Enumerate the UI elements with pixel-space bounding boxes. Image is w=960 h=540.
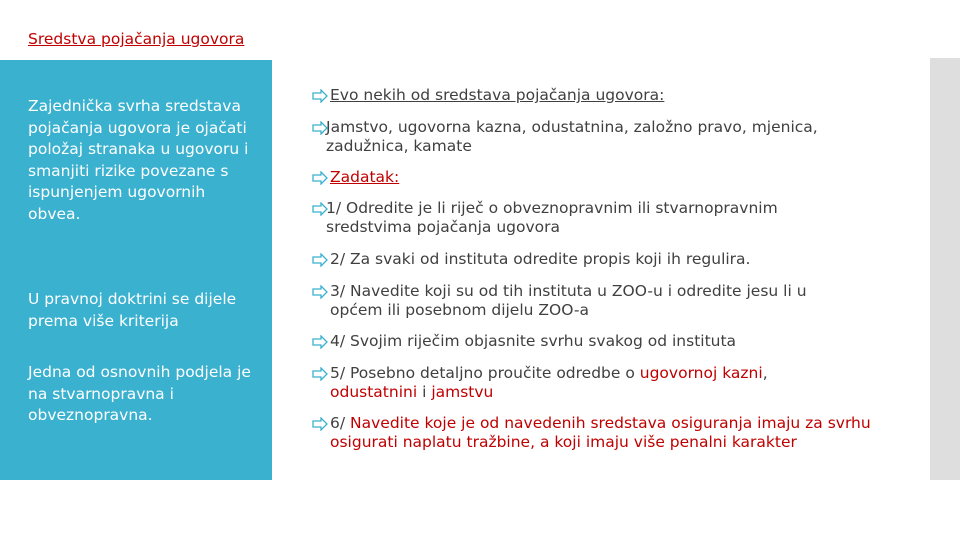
arrow-right-icon bbox=[312, 417, 328, 436]
text-run: 5/ Posebno detaljno proučite odredbe o bbox=[330, 364, 640, 382]
right-decor-bar bbox=[930, 58, 960, 480]
list-item bbox=[312, 168, 912, 187]
bullet-text: 4/ Svojim riječim objasnite svrhu svakog od instituta bbox=[330, 332, 737, 350]
bullet-text: 1/ Odredite je li riječ o obveznopravnim ili stvarnopravnim sredstvima pojačanja ugovora bbox=[326, 199, 778, 236]
list-item bbox=[312, 199, 912, 237]
sidebar-paragraph: Jedna od osnovnih podjela je na stvarnopravna i obveznopravna. bbox=[28, 363, 251, 424]
bullet-text: Jamstvo, ugovorna kazna, odustatnina, založno pravo, mjenica, zadužnica, kamate bbox=[326, 118, 818, 155]
arrow-right-icon bbox=[312, 285, 328, 304]
arrow-right-icon bbox=[312, 202, 328, 221]
list-item bbox=[312, 414, 912, 452]
highlight-text: jamstvu bbox=[431, 383, 494, 401]
slide-title: Sredstva pojačanja ugovora bbox=[28, 30, 245, 48]
arrow-right-icon bbox=[312, 367, 328, 386]
arrow-right-icon bbox=[312, 121, 328, 140]
arrow-right-icon bbox=[312, 335, 328, 354]
sidebar-paragraph: Zajednička svrha sredstava pojačanja ugovora je ojačati položaj stranaka u ugovoru i smanjiti rizike povezane s ispunjenjem ugovornih obvea. bbox=[28, 97, 249, 223]
highlight-text: odustatnini bbox=[330, 383, 418, 401]
list-item bbox=[312, 86, 912, 105]
list-item bbox=[312, 282, 912, 320]
bullet-heading: Evo nekih od sredstava pojačanja ugovora: bbox=[330, 86, 665, 104]
bullet-text: 2/ Za svaki od instituta odredite propis koji ih regulira. bbox=[330, 250, 751, 268]
bullet-text bbox=[312, 414, 890, 452]
text-run: 6/ bbox=[330, 414, 351, 432]
sidebar-paragraph: U pravnoj doktrini se dijele prema više kriterija bbox=[28, 290, 237, 330]
bullet-text bbox=[312, 364, 850, 402]
text-run: , bbox=[762, 364, 768, 382]
bullet-heading: Zadatak: bbox=[330, 168, 400, 186]
list-item bbox=[312, 332, 912, 351]
list-item bbox=[312, 364, 912, 402]
arrow-right-icon bbox=[312, 171, 328, 190]
text-run: i bbox=[417, 383, 432, 401]
list-item bbox=[312, 250, 912, 269]
arrow-right-icon bbox=[312, 89, 328, 108]
list-item bbox=[312, 118, 912, 156]
arrow-right-icon bbox=[312, 253, 328, 272]
bullet-text: 3/ Navedite koji su od tih instituta u ZOO-u i odredite jesu li u općem ili posebnom dijelu ZOO-a bbox=[330, 282, 807, 319]
highlight-text: Navedite koje je od navedenih sredstava osiguranja imaju za svrhu osigurati naplatu tražbine, a koji imaju više penalni karakter bbox=[330, 414, 871, 451]
highlight-text: ugovornoj kazni bbox=[639, 364, 763, 382]
